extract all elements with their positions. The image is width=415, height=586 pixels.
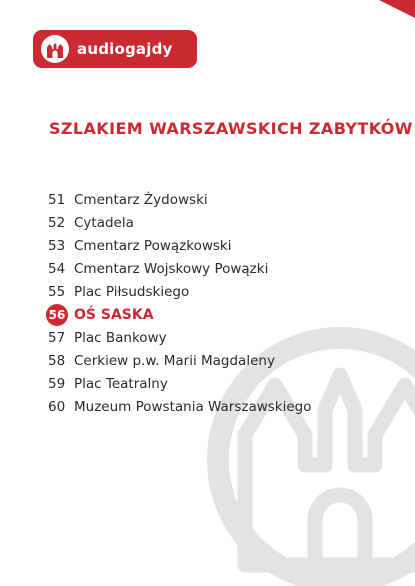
toc-item-51[interactable]: [48, 188, 312, 211]
toc-item-59[interactable]: [48, 372, 312, 395]
toc-label: Cmentarz Wojskowy Powązki: [74, 260, 269, 277]
toc-number: 52: [48, 214, 66, 231]
toc-number: 59: [48, 375, 66, 392]
toc-item-57[interactable]: [48, 326, 312, 349]
toc-item-54[interactable]: [48, 257, 312, 280]
castle-logo-icon: [41, 35, 69, 63]
toc-item-55[interactable]: [48, 280, 312, 303]
toc-label: OŚ SASKA: [74, 306, 154, 323]
toc-label: Cmentarz Żydowski: [74, 191, 208, 208]
toc-label: Plac Bankowy: [74, 329, 167, 346]
page-title: SZLAKIEM WARSZAWSKICH ZABYTKÓW: [49, 119, 413, 138]
toc-item-52[interactable]: [48, 211, 312, 234]
toc-label: Cytadela: [74, 214, 134, 231]
toc-number: 58: [48, 352, 66, 369]
toc-label: Cmentarz Powązkowski: [74, 237, 232, 254]
toc-number: 54: [48, 260, 66, 277]
brand-logo: [33, 30, 197, 68]
toc-number: 57: [48, 329, 66, 346]
corner-decoration: [379, 0, 415, 18]
toc-label: Muzeum Powstania Warszawskiego: [74, 398, 312, 415]
toc-number: 60: [48, 398, 66, 415]
toc-label: Plac Teatralny: [74, 375, 168, 392]
toc-item-53[interactable]: [48, 234, 312, 257]
toc-item-58[interactable]: [48, 349, 312, 372]
toc-label: Cerkiew p.w. Marii Magdaleny: [74, 352, 275, 369]
brand-name: audiogajdy: [77, 40, 173, 58]
table-of-contents: [48, 188, 312, 418]
toc-number: 53: [48, 237, 66, 254]
toc-label: Plac Piłsudskiego: [74, 283, 190, 300]
toc-number: 55: [48, 283, 66, 300]
toc-item-60[interactable]: [48, 395, 312, 418]
toc-item-56-active[interactable]: [48, 303, 312, 326]
toc-number-badge: 56: [46, 304, 68, 326]
toc-number: 51: [48, 191, 66, 208]
